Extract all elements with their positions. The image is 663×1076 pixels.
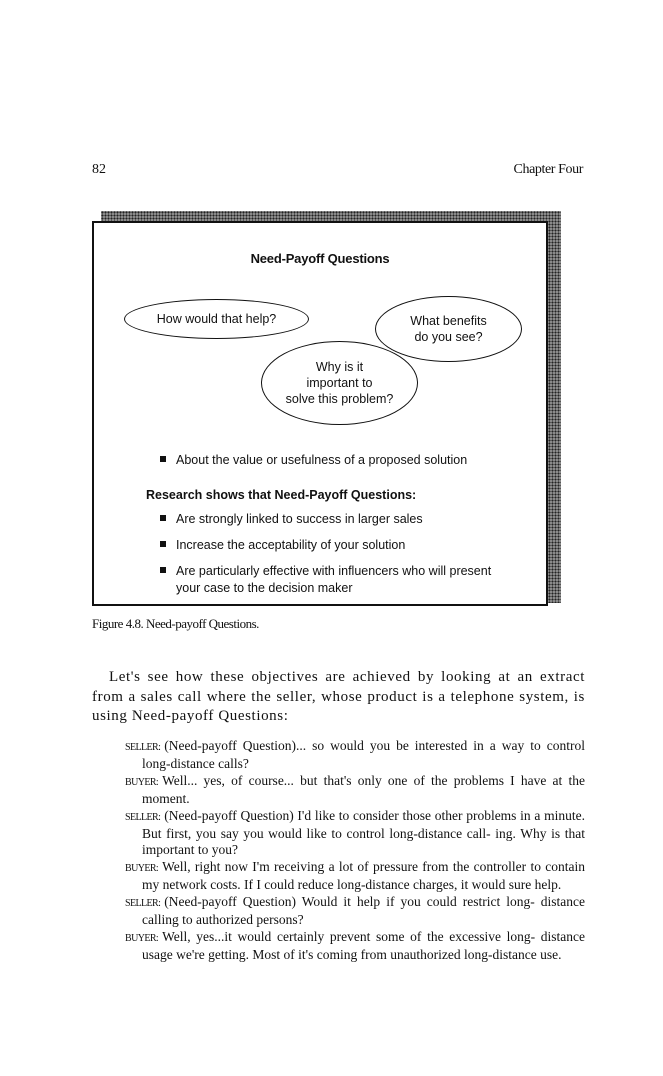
bullet-value-usefulness: About the value or usefulness of a proposed solution [158,452,467,469]
dialogue-line [125,859,585,893]
dialogue-text: Well, yes...it would certainly prevent some of the excessive long- distance usage we're getting. Most of it's coming from unauthorized long-distance use. [142,929,585,962]
dialogue-text: (Need-payoff Question)... so would you be interested in a way to control long-distance calls? [142,738,585,771]
dialogue-line [125,894,585,928]
page-number: 82 [92,162,106,177]
speaker-label: BUYER: [125,933,159,944]
speaker-label: SELLER: [125,812,161,823]
speaker-label: SELLER: [125,898,161,909]
intro-paragraph: Let's see how these objectives are achieved by looking at an extract from a sales call where the seller, whose product is a telephone system, is using Need-payoff Questions: [92,669,585,724]
figure-caption: Figure 4.8. Need-payoff Questions. [92,616,259,631]
question-bubble-help [124,299,309,339]
speaker-label: BUYER: [125,777,159,788]
dialogue-line [125,808,585,858]
figure-need-payoff [92,211,562,611]
bubble-text: What benefits do you see? [410,314,487,344]
question-bubble-benefits [375,296,522,362]
speaker-label: SELLER: [125,742,161,753]
dialogue-line [125,738,585,772]
dialogue-text: Well... yes, of course... but that's only one of the problems I have at the moment. [142,773,585,806]
research-point: Are particularly effective with influencers who will present your case to the decision maker [158,563,496,597]
figure-title: Need-Payoff Questions [250,251,390,266]
question-bubble-important [261,341,418,425]
research-heading: Research shows that Need-Payoff Questions: [146,488,417,502]
bubble-text: Why is it important to solve this problem? [285,360,394,406]
dialogue-line [125,773,585,807]
figure-box [92,221,548,606]
bubble-text: How would that help? [156,312,277,326]
chapter-title: Chapter Four [513,162,583,177]
dialogue-line [125,929,585,963]
dialogue [125,738,585,964]
research-point: Increase the acceptability of your solution [158,537,405,554]
dialogue-text: (Need-payoff Question) I'd like to consider those other problems in a minute. But first, you say you would like to control long-distance call- ing. Why is that important to you? [142,808,585,857]
research-point: Are strongly linked to success in larger sales [158,511,423,528]
dialogue-text: Well, right now I'm receiving a lot of pressure from the controller to contain my network costs. If I could reduce long-distance charges, it would sure help. [142,859,585,892]
speaker-label: BUYER: [125,863,159,874]
dialogue-text: (Need-payoff Question) Would it help if you could restrict long- distance calling to authorized persons? [142,894,585,927]
